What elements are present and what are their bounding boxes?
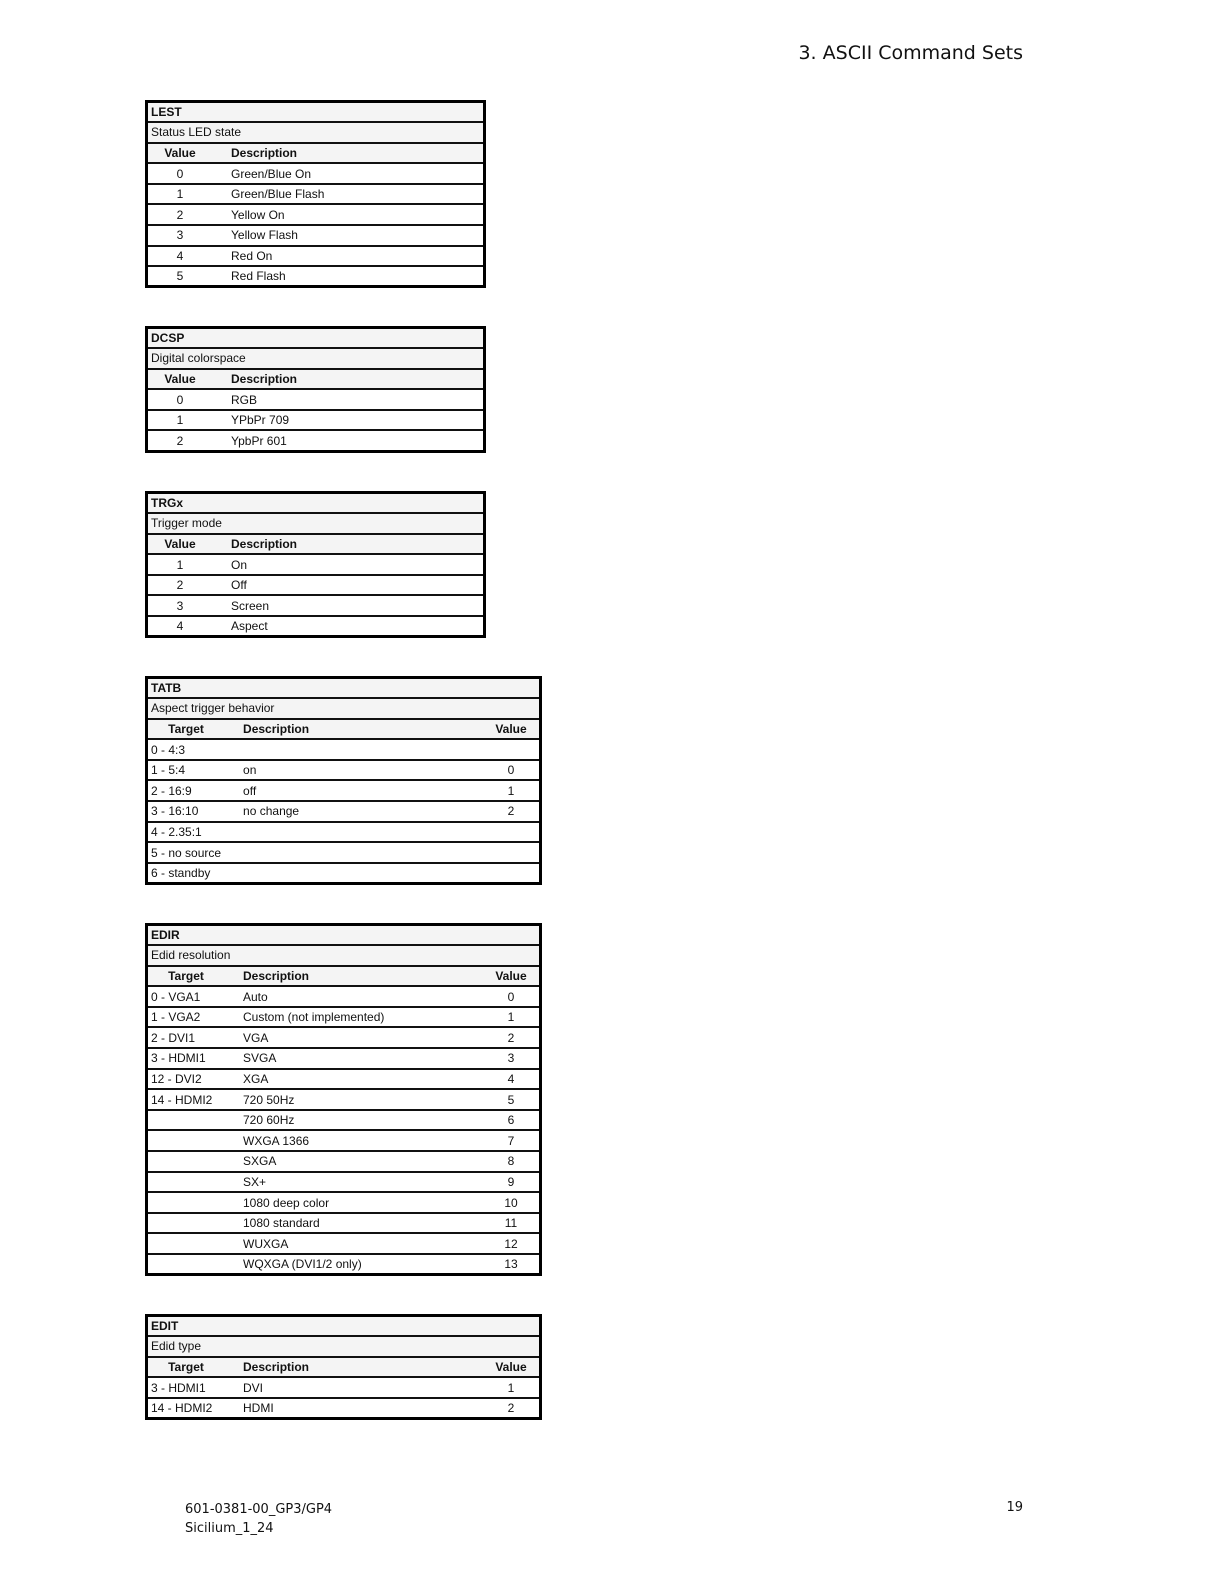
column-header-row: [147, 369, 485, 390]
value-cell: 4: [176, 619, 184, 634]
description-cell: YpbPr 601: [231, 433, 287, 448]
description-cell: Screen: [212, 595, 485, 616]
table-row: [147, 225, 485, 246]
description-cell: no change: [224, 801, 483, 822]
value-cell: [483, 739, 541, 760]
table-row: [147, 822, 541, 843]
description-cell: DVI: [224, 1377, 483, 1398]
table-row: [147, 1192, 541, 1213]
value-cell: 0: [147, 163, 213, 184]
column-header: Value: [147, 143, 213, 164]
description-cell: Custom (not implemented): [224, 1007, 483, 1028]
target-cell: [147, 1130, 225, 1151]
description-cell: on: [224, 760, 483, 781]
column-header: Value: [483, 966, 541, 987]
value-cell: 1: [147, 184, 213, 205]
value-cell: 5: [483, 1089, 541, 1110]
table-row: [147, 739, 541, 760]
edir-table: [145, 923, 542, 1276]
table-row: [147, 266, 485, 287]
value-cell: [483, 863, 541, 884]
description-cell: HDMI: [243, 1400, 274, 1415]
command-code: EDIR: [147, 925, 541, 946]
target-cell: [147, 1151, 225, 1172]
description-cell: YPbPr 709: [212, 410, 485, 431]
trgx-table: [145, 491, 486, 638]
table-row: [147, 554, 485, 575]
column-header: Description: [212, 143, 485, 164]
column-header: Value: [147, 534, 213, 555]
target-cell: 2 - 16:9: [147, 780, 225, 801]
description-cell: Yellow On: [212, 204, 485, 225]
footer-doc-number: 601-0381-00_GP3/GP4: [185, 1502, 333, 1517]
column-header: Description: [224, 966, 483, 987]
value-cell: 3: [147, 595, 213, 616]
value-cell: 3: [483, 1048, 541, 1069]
table-row: [147, 389, 485, 410]
value-cell: 1: [147, 410, 213, 431]
command-description-row: [147, 348, 485, 369]
target-cell: 0 - VGA1: [147, 986, 225, 1007]
edit-table: [145, 1314, 542, 1420]
value-cell: 2: [483, 801, 541, 822]
command-description-row: [147, 513, 485, 534]
value-cell: 2: [176, 433, 184, 448]
footer-document-info: [185, 1500, 332, 1538]
column-header-row: [147, 1357, 541, 1378]
target-cell: 12 - DVI2: [147, 1069, 225, 1090]
command-description: Edid type: [147, 1336, 541, 1357]
value-cell: [483, 822, 541, 843]
table-row: [147, 1398, 541, 1419]
value-cell: 1: [147, 554, 213, 575]
column-header-row: [147, 719, 541, 740]
footer-doc-version: Sicilium_1_24: [185, 1521, 274, 1536]
table-row: [147, 204, 485, 225]
description-cell: Red On: [212, 246, 485, 267]
target-cell: 3 - HDMI1: [147, 1377, 225, 1398]
description-cell: [224, 863, 483, 884]
value-cell: 3: [147, 225, 213, 246]
column-header: Target: [147, 719, 225, 740]
command-description: Aspect trigger behavior: [147, 698, 541, 719]
table-row: [147, 863, 541, 884]
value-cell: 12: [483, 1233, 541, 1254]
table-row: [147, 1069, 541, 1090]
description-cell: SXGA: [224, 1151, 483, 1172]
target-cell: [147, 1233, 225, 1254]
value-cell: 2: [483, 1027, 541, 1048]
table-row: [147, 410, 485, 431]
value-cell: 1: [483, 1377, 541, 1398]
description-cell: WUXGA: [224, 1233, 483, 1254]
description-cell: Auto: [224, 986, 483, 1007]
column-header: Target: [147, 966, 225, 987]
command-code-row: [147, 493, 485, 514]
description-cell: Red Flash: [231, 269, 286, 284]
target-cell: 3 - HDMI1: [147, 1048, 225, 1069]
value-cell: 4: [147, 246, 213, 267]
target-cell: 3 - 16:10: [147, 801, 225, 822]
table-row: [147, 184, 485, 205]
command-description-row: [147, 122, 485, 143]
target-cell: 5 - no source: [147, 842, 225, 863]
command-code-row: [147, 102, 485, 123]
column-header: Value: [483, 719, 541, 740]
description-cell: XGA: [224, 1069, 483, 1090]
value-cell: 5: [176, 269, 184, 284]
description-cell: RGB: [212, 389, 485, 410]
target-cell: [147, 1254, 225, 1275]
command-description-row: [147, 1336, 541, 1357]
table-row: [147, 616, 485, 637]
table-row: [147, 842, 541, 863]
column-header: Description: [224, 719, 483, 740]
command-code: DCSP: [147, 328, 485, 349]
target-cell: 0 - 4:3: [147, 739, 225, 760]
target-cell: [147, 1192, 225, 1213]
description-cell: Yellow Flash: [212, 225, 485, 246]
column-header-row: [147, 143, 485, 164]
description-cell: 1080 standard: [224, 1213, 483, 1234]
table-row: [147, 1048, 541, 1069]
table-row: [147, 1213, 541, 1234]
target-cell: 2 - DVI1: [147, 1027, 225, 1048]
value-cell: 9: [483, 1172, 541, 1193]
table-row: [147, 1172, 541, 1193]
description-cell: WXGA 1366: [224, 1130, 483, 1151]
command-description-row: [147, 945, 541, 966]
value-cell: 1: [483, 780, 541, 801]
description-cell: SX+: [224, 1172, 483, 1193]
description-cell: VGA: [224, 1027, 483, 1048]
value-cell: 1: [483, 1007, 541, 1028]
command-code-row: [147, 678, 541, 699]
value-cell: 0: [483, 760, 541, 781]
value-cell: 2: [147, 575, 213, 596]
table-row: [147, 986, 541, 1007]
command-code: LEST: [147, 102, 485, 123]
value-cell: 2: [147, 204, 213, 225]
table-row: [147, 1233, 541, 1254]
target-cell: 14 - HDMI2: [147, 1089, 225, 1110]
description-cell: Aspect: [231, 619, 268, 634]
target-cell: [147, 1172, 225, 1193]
description-cell: [224, 739, 483, 760]
table-row: [147, 575, 485, 596]
target-cell: 6 - standby: [151, 865, 211, 880]
description-cell: Green/Blue Flash: [212, 184, 485, 205]
table-row: [147, 1151, 541, 1172]
command-code: TRGx: [147, 493, 485, 514]
command-code-row: [147, 328, 485, 349]
command-code: TATB: [147, 678, 541, 699]
table-row: [147, 780, 541, 801]
table-row: [147, 163, 485, 184]
description-cell: 720 60Hz: [224, 1110, 483, 1131]
value-cell: 0: [483, 986, 541, 1007]
column-header: Target: [147, 1357, 225, 1378]
dcsp-table: [145, 326, 486, 453]
command-code: EDIT: [147, 1316, 541, 1337]
table-row: [147, 1254, 541, 1275]
table-row: [147, 430, 485, 451]
table-row: [147, 801, 541, 822]
column-header: Description: [212, 369, 485, 390]
table-row: [147, 246, 485, 267]
tatb-table: [145, 676, 542, 885]
description-cell: [224, 842, 483, 863]
page-header-title: 3. ASCII Command Sets: [798, 42, 1023, 64]
column-header: Description: [224, 1357, 483, 1378]
value-cell: 11: [483, 1213, 541, 1234]
target-cell: 1 - 5:4: [147, 760, 225, 781]
column-header: Description: [212, 534, 485, 555]
description-cell: [224, 822, 483, 843]
description-cell: off: [224, 780, 483, 801]
value-cell: 13: [504, 1257, 518, 1272]
command-code-row: [147, 1316, 541, 1337]
table-row: [147, 1027, 541, 1048]
column-header: Value: [147, 369, 213, 390]
command-description: Digital colorspace: [147, 348, 485, 369]
target-cell: 14 - HDMI2: [151, 1400, 213, 1415]
command-description-row: [147, 698, 541, 719]
target-cell: 1 - VGA2: [147, 1007, 225, 1028]
value-cell: 8: [483, 1151, 541, 1172]
target-cell: [147, 1110, 225, 1131]
table-row: [147, 595, 485, 616]
value-cell: 2: [507, 1400, 515, 1415]
command-description: Trigger mode: [147, 513, 485, 534]
value-cell: 10: [483, 1192, 541, 1213]
value-cell: 0: [147, 389, 213, 410]
command-code-row: [147, 925, 541, 946]
table-row: [147, 1377, 541, 1398]
value-cell: 6: [483, 1110, 541, 1131]
lest-table: [145, 100, 486, 288]
description-cell: Green/Blue On: [212, 163, 485, 184]
column-header-row: [147, 966, 541, 987]
description-cell: SVGA: [224, 1048, 483, 1069]
value-cell: [483, 842, 541, 863]
command-description: Status LED state: [147, 122, 485, 143]
table-row: [147, 760, 541, 781]
description-cell: On: [212, 554, 485, 575]
description-cell: Off: [212, 575, 485, 596]
table-row: [147, 1007, 541, 1028]
value-cell: 7: [483, 1130, 541, 1151]
command-description: Edid resolution: [147, 945, 541, 966]
table-row: [147, 1110, 541, 1131]
description-cell: WQXGA (DVI1/2 only): [243, 1257, 362, 1272]
target-cell: 4 - 2.35:1: [147, 822, 225, 843]
description-cell: 720 50Hz: [224, 1089, 483, 1110]
footer-page-number: 19: [1006, 1500, 1023, 1515]
value-cell: 4: [483, 1069, 541, 1090]
column-header: Value: [483, 1357, 541, 1378]
target-cell: [147, 1213, 225, 1234]
column-header-row: [147, 534, 485, 555]
table-row: [147, 1089, 541, 1110]
table-row: [147, 1130, 541, 1151]
description-cell: 1080 deep color: [224, 1192, 483, 1213]
